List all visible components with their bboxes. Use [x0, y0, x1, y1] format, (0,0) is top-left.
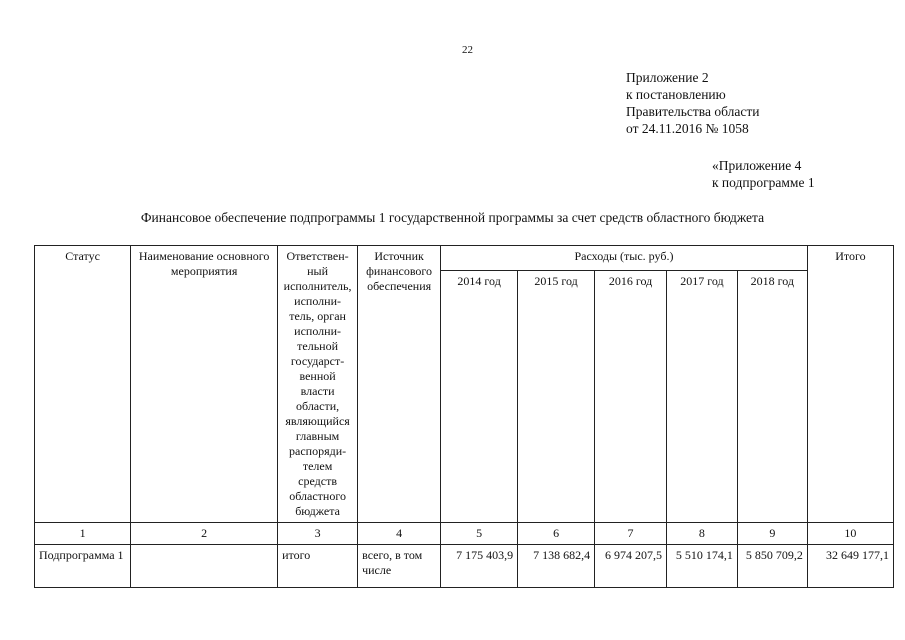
page-number: 22	[462, 44, 473, 56]
appendix-sub	[712, 157, 815, 191]
header-year: 2018 год	[737, 271, 807, 523]
row-status: Подпрограмма 1	[35, 545, 131, 588]
header-year: 2016 год	[595, 271, 667, 523]
header-year: 2015 год	[518, 271, 595, 523]
appendix-main-line1: Приложение 2	[626, 70, 709, 85]
appendix-main-line3: Правительства области	[626, 104, 760, 119]
header-source: Источник финансового обеспечения	[358, 246, 441, 523]
appendix-sub-line2: к подпрограмме 1	[712, 175, 815, 190]
appendix-sub-line1: «Приложение 4	[712, 158, 802, 173]
appendix-main	[626, 69, 759, 137]
document-title: Финансовое обеспечение подпрограммы 1 государственной программы за счет средств областного бюджета	[140, 210, 765, 225]
column-number: 1	[35, 523, 131, 545]
row-source: всего, в том числе	[358, 545, 441, 588]
header-expenses: Расходы (тыс. руб.)	[441, 246, 808, 271]
header-year: 2017 год	[666, 271, 737, 523]
header-row-top	[35, 246, 894, 271]
row-value: 5 850 709,2	[737, 545, 807, 588]
header-activity: Наименование основного мероприятия	[131, 246, 278, 523]
column-number-row	[35, 523, 894, 545]
column-number: 7	[595, 523, 667, 545]
column-number: 4	[358, 523, 441, 545]
column-number: 10	[807, 523, 893, 545]
column-number: 3	[278, 523, 358, 545]
row-activity	[131, 545, 278, 588]
column-number: 9	[737, 523, 807, 545]
row-value: 5 510 174,1	[666, 545, 737, 588]
column-number: 2	[131, 523, 278, 545]
finance-table	[34, 245, 894, 588]
header-year: 2014 год	[441, 271, 518, 523]
appendix-main-line4: от 24.11.2016 № 1058	[626, 121, 749, 136]
header-total: Итого	[807, 246, 893, 523]
row-total: 32 649 177,1	[807, 545, 893, 588]
header-executor: Ответствен-ный исполнитель, исполни-тель, орган исполни-тельной государст-венной власти области, являющийся главным распоряди-телем средств областного бюджета	[278, 246, 358, 523]
row-value: 6 974 207,5	[595, 545, 667, 588]
table-row	[35, 545, 894, 588]
column-number: 8	[666, 523, 737, 545]
row-value: 7 138 682,4	[518, 545, 595, 588]
row-executor: итого	[278, 545, 358, 588]
column-number: 5	[441, 523, 518, 545]
column-number: 6	[518, 523, 595, 545]
header-status: Статус	[35, 246, 131, 523]
row-value: 7 175 403,9	[441, 545, 518, 588]
appendix-main-line2: к постановлению	[626, 87, 726, 102]
